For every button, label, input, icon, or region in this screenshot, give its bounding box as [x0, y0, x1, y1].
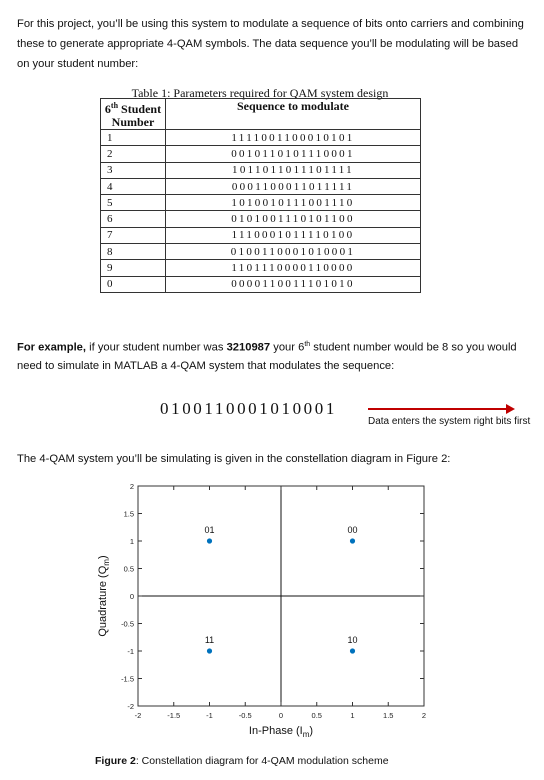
row-number: 3	[101, 162, 166, 178]
x-tick-label: 0	[278, 711, 284, 720]
y-tick-label: 2	[129, 482, 134, 491]
row-sequence: 1101110000110000	[166, 260, 421, 276]
x-tick-label: 0.5	[311, 711, 322, 720]
x-tick-label: 2	[421, 711, 427, 720]
x-tick-label: -1	[206, 711, 213, 720]
example-sequence: 0100110001010001	[160, 399, 337, 418]
y-axis-label: Quadrature $(Q_m)$	[97, 555, 111, 637]
plot-intro: The 4-QAM system you’ll be simulating is given in the constellation diagram in Figure 2:	[17, 453, 451, 465]
row-number: 4	[101, 178, 166, 194]
x-axis-label: In-Phase $(I_m)$	[248, 725, 314, 739]
y-tick-label: -0.5	[121, 619, 134, 629]
row-number: 9	[101, 260, 166, 276]
point-label: 01	[204, 525, 215, 535]
data-point	[350, 648, 355, 653]
y-tick-label: -2	[127, 702, 134, 711]
row-sequence: 0101001110101100	[166, 211, 421, 227]
y-tick-label: 0	[129, 592, 134, 601]
point-label: 00	[347, 525, 358, 535]
table-caption: Table 1: Parameters required for QAM system design	[131, 86, 389, 100]
row-sequence: 1111001100010101	[166, 130, 421, 146]
y-tick-label: 1.5	[123, 509, 134, 519]
row-number: 0	[101, 276, 166, 292]
point-label: 10	[347, 635, 358, 645]
header-sequence: Sequence to modulate	[166, 99, 421, 130]
y-tick-label: -1.5	[121, 674, 134, 684]
row-number: 7	[101, 227, 166, 243]
x-tick-label: -1.5	[167, 711, 181, 720]
row-sequence: 1011011011101111	[166, 162, 421, 178]
intro-paragraph: For this project, you’ll be using this system to modulate a sequence of bits onto carriers and combining these to generate appropriate 4-QAM symbols. The data sequence you’ll be modulating will be based on your student number:	[17, 18, 524, 70]
row-sequence: 0000110011101010	[166, 276, 421, 292]
row-sequence: 0010110101110001	[166, 146, 421, 162]
x-tick-label: 1	[350, 711, 355, 720]
y-tick-label: -1	[127, 647, 134, 656]
figure-caption: Figure 2: Constellation diagram for 4-QAM modulation scheme	[95, 755, 389, 767]
row-number: 6	[101, 211, 166, 227]
data-point	[350, 538, 355, 543]
point-label: 11	[204, 635, 215, 645]
x-tick-label: -0.5	[238, 711, 252, 720]
row-sequence: 0100110001010001	[166, 244, 421, 260]
example-paragraph: For example, if your student number was 3210987 your 6th student number would be 8 so you would need to simulate in MATLAB a 4-QAM system that modulates the sequence:	[17, 341, 517, 372]
row-number: 1	[101, 130, 166, 146]
row-sequence: 1110001011110100	[166, 227, 421, 243]
row-sequence: 1010010111001110	[166, 195, 421, 211]
row-number: 2	[101, 146, 166, 162]
row-number: 5	[101, 195, 166, 211]
x-tick-label: 1.5	[383, 711, 394, 720]
y-tick-label: 1	[129, 537, 134, 546]
x-tick-label: -2	[134, 711, 142, 720]
header-student-number: 6th Student Number	[101, 99, 166, 130]
row-number: 8	[101, 244, 166, 260]
arrow-label: Data enters the system right bits first	[368, 416, 531, 427]
y-tick-label: 0.5	[123, 564, 134, 574]
row-sequence: 0001100011011111	[166, 178, 421, 194]
data-point	[207, 648, 212, 653]
data-point	[207, 538, 212, 543]
